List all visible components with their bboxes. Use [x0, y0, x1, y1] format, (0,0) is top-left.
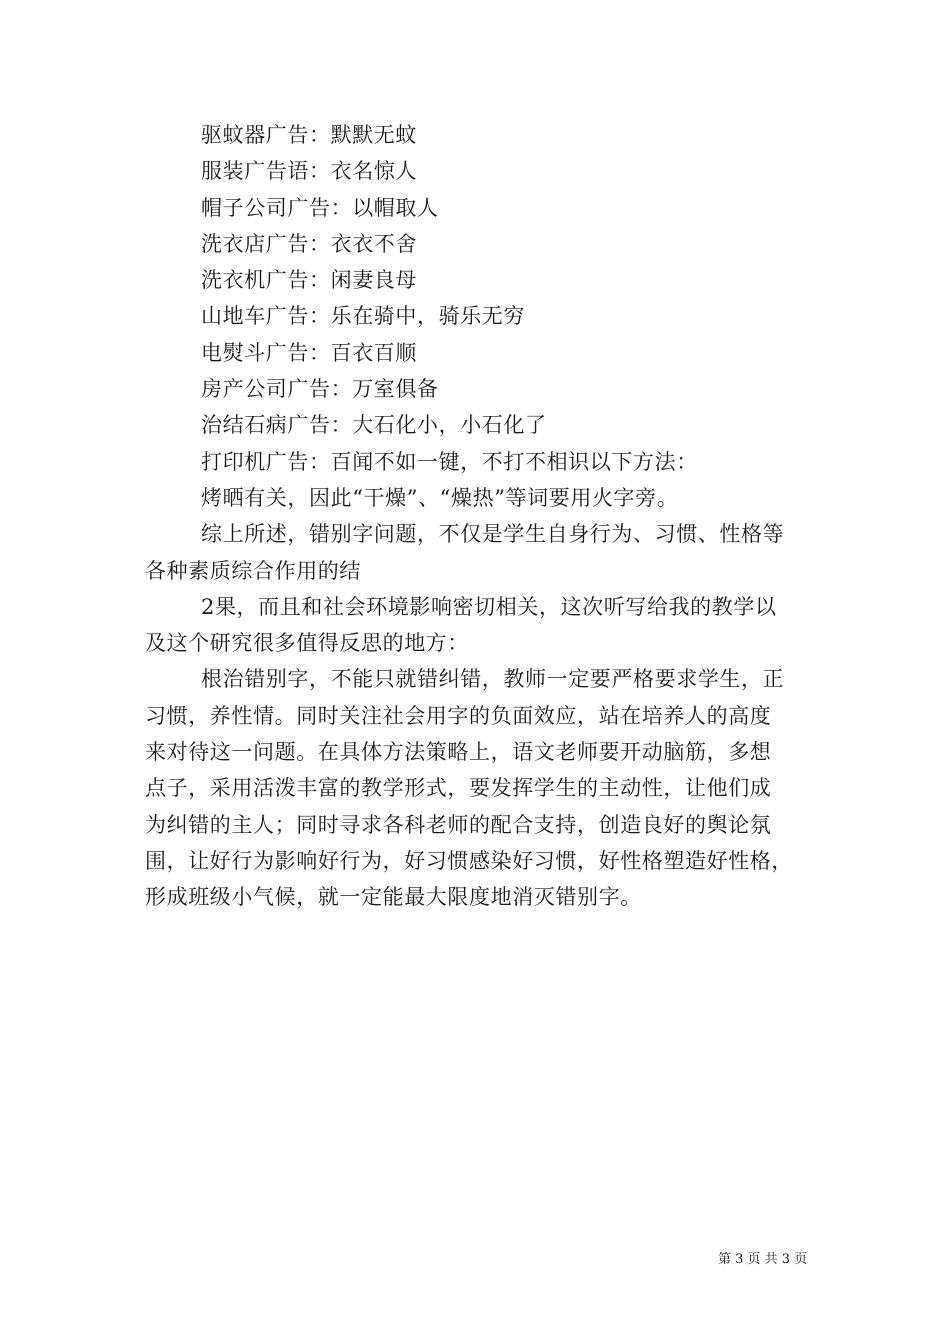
text-line: 打印机广告：百闻不如一键，不打不相识以下方法： [201, 449, 698, 474]
text-line: 山地车广告：乐在骑中，骑乐无穷 [201, 304, 525, 329]
text-line: 服装广告语：衣名惊人 [201, 159, 417, 184]
text-line: 习惯，养性情。同时关注社会用字的负面效应，站在培养人的高度 [145, 703, 772, 728]
text-line: 各种素质综合作用的结 [145, 558, 361, 583]
text-line: 形成班级小气候，就一定能最大限度地消灭错别字。 [145, 885, 642, 910]
page-number: 第 3 页 共 3 页 [718, 1252, 808, 1267]
text-line: 房产公司广告：万室俱备 [201, 377, 439, 402]
text-line: 2果，而且和社会环境影响密切相关，这次听写给我的教学以 [201, 594, 777, 619]
text-line: 根治错别字，不能只就错纠错，教师一定要严格要求学生，正 [201, 667, 785, 692]
text-line: 治结石病广告：大石化小，小石化了 [201, 413, 547, 438]
text-line: 驱蚊器广告：默默无蚊 [201, 123, 417, 147]
text-line: 电熨斗广告：百衣百顺 [201, 340, 417, 365]
text-line: 来对待这一问题。在具体方法策略上，语文老师要开动脑筋，多想 [145, 740, 772, 765]
text-line: 烤晒有关，因此“干燥”、“燥热”等词要用火字旁。 [201, 485, 679, 510]
text-line: 综上所述，错别字问题，不仅是学生自身行为、习惯、性格等 [201, 522, 785, 547]
text-line: 为纠错的主人；同时寻求各科老师的配合支持，创造良好的舆论氛 [145, 812, 772, 837]
text-line: 帽子公司广告：以帽取人 [201, 195, 439, 220]
text-line: 点子，采用活泼丰富的教学形式，要发挥学生的主动性，让他们成 [145, 776, 772, 801]
document-body [145, 117, 845, 916]
text-line: 及这个研究很多值得反思的地方： [145, 631, 469, 656]
text-line: 洗衣机广告：闲妻良母 [201, 268, 417, 293]
text-line: 洗衣店广告：衣衣不舍 [201, 231, 417, 256]
text-line: 围，让好行为影响好行为，好习惯感染好习惯，好性格塑造好性格， [145, 848, 793, 873]
